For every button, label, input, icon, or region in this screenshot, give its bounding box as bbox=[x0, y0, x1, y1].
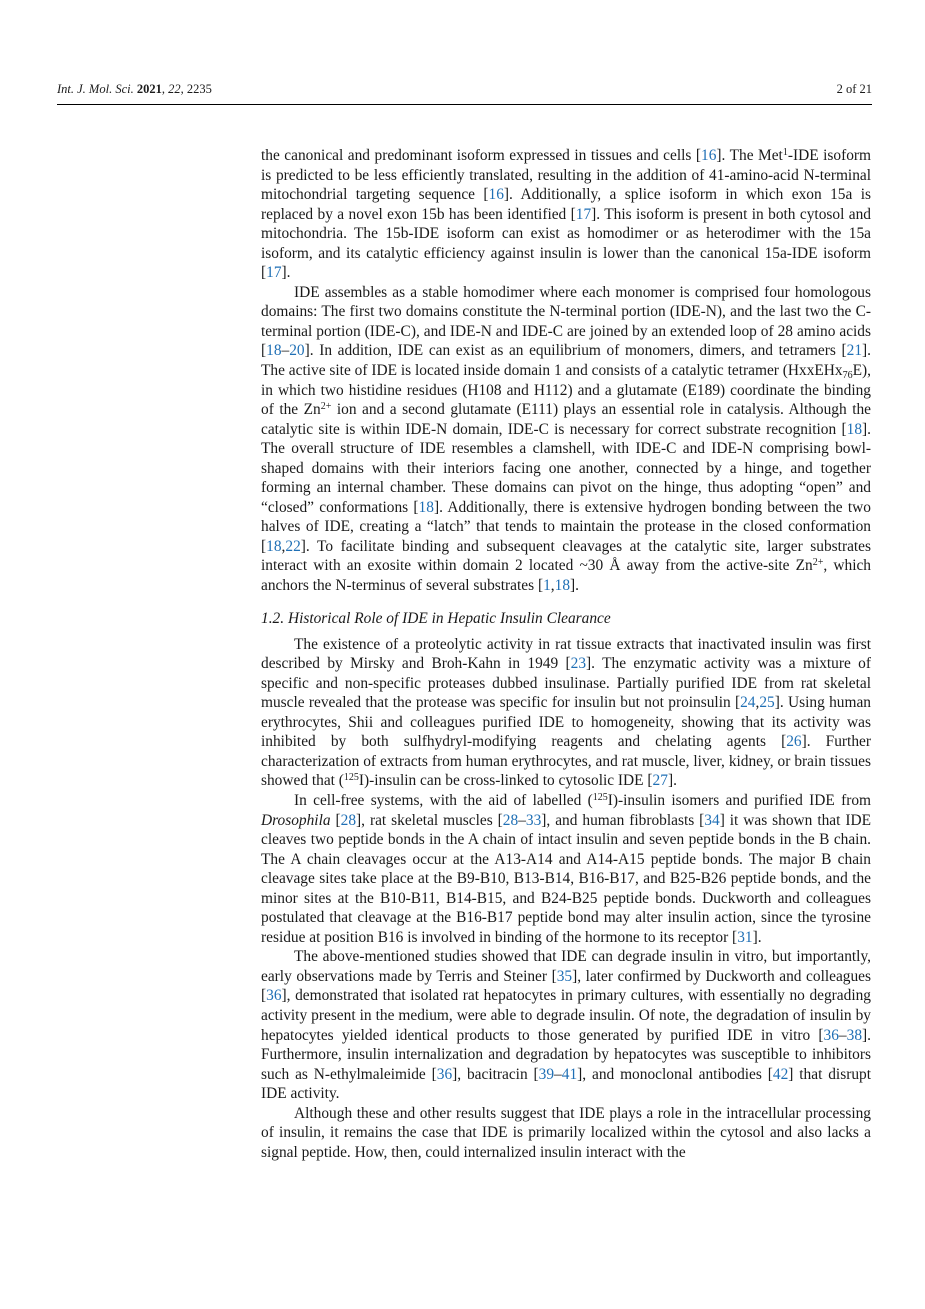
citation-link[interactable]: 39 bbox=[538, 1065, 555, 1083]
citation-link[interactable]: 41 bbox=[561, 1065, 578, 1083]
citation-link[interactable]: 34 bbox=[704, 811, 720, 829]
paragraph: the canonical and predominant isoform expressed in tissues and cells [16]. The Met$^1$-IDE isoform is predicted to be less efficiently translated, resulting in the addition of 41-amino-acid N-terminal mitochondrial targeting sequence [16]. Additionally, a splice isoform in which exon 15a is replaced by a novel exon 15b has been identified [17]. This isoform is present in both cytosol and mitochondria. The 15b-IDE isoform can exist as homodimer or as heterodimer with the 15a isoform, and its catalytic efficiency against insulin is lower than the canonical 15a-IDE isoform [17]. bbox=[261, 147, 871, 282]
section-heading: 1.2. Historical Role of IDE in Hepatic Insulin Clearance bbox=[261, 609, 611, 627]
citation-link[interactable]: 33 bbox=[525, 811, 542, 829]
citation-link[interactable]: 28 bbox=[502, 811, 519, 829]
citation-link[interactable]: 16 bbox=[701, 147, 717, 164]
paragraph: In cell-free systems, with the aid of labelled ($^{125}$I)-insulin isomers and purified IDE from Drosophila [28], rat skeletal muscles [28–33], and human fibroblasts [34] it was shown that IDE cleaves two peptide bonds in the A chain of intact insulin and seven peptide bonds in the B chain. The A chain cleavages occur at the A13-A14 and A14-A15 peptide bonds. The major B chain cleavage sites take place at the B9-B10, B13-B14, B16-B17, and B25-B26 peptide bonds, and the minor sites at the B10-B11, B14-B15, and B24-B25 peptide bonds. Duckworth and colleagues postulated that cleavage at the B16-B17 peptide bond may alter insulin action, since the tyrosine residue at position B16 is involved in binding of the hormone to its receptor [31]. bbox=[261, 791, 871, 946]
citation-link[interactable]: 26 bbox=[786, 733, 802, 751]
citation-link[interactable]: 21 bbox=[846, 342, 863, 360]
paragraph: The existence of a proteolytic activity in rat tissue extracts that inactivated insulin was first described by Mirsky and Broh-Kahn in 1949 [23]. The enzymatic activity was a mixture of specific and non-specific proteases dubbed insulinase. Partially purified IDE from rat skeletal muscle revealed that the protease was specific for insulin but not proinsulin [24,25]. Using human erythrocytes, Shii and colleagues purified IDE to homogeneity, showing that its activity was inhibited by both sulfhydryl-modifying reagents and chelating agents [26]. Further characterization of extracts from human erythrocytes, and rat muscle, liver, kidney, or brain tissues showed that ($^{125}$I)-insulin can be cross-linked to cytosolic IDE [27]. bbox=[261, 635, 872, 790]
citation-link[interactable]: 36 bbox=[436, 1065, 453, 1083]
running-header bbox=[57, 80, 872, 102]
paragraph: The above-mentioned studies showed that IDE can degrade insulin in vitro, but importantly, early observations made by Terris and Steiner [35], later confirmed by Duckworth and colleagues [36], demonstrated that isolated rat hepatocytes in primary cultures, with essentially no degrading activity present in the medium, were able to degrade insulin. Of note, the degradation of insulin by hepatocytes yielded identical products to those generated by purified IDE in vitro [36–38]. Furthermore, insulin internalization and degradation by hepatocytes was susceptible to inhibitors such as N-ethylmaleimide [36], bacitracin [39–41], and monoclonal antibodies [42] that disrupt IDE activity. bbox=[261, 948, 871, 1103]
citation-link[interactable]: 18 bbox=[846, 420, 863, 438]
header-divider bbox=[57, 104, 872, 105]
journal-citation: Int. J. Mol. Sci. 2021, 22, 2235 bbox=[57, 82, 212, 96]
citation-link[interactable]: 18 bbox=[266, 342, 282, 360]
citation-link[interactable]: 17 bbox=[266, 264, 282, 282]
paragraph: IDE assembles as a stable homodimer where each monomer is comprised four homologous domains: The first two domains constitute the N-terminal portion (IDE-N), and the last two the C-terminal portion (IDE-C), and IDE-N and IDE-C are joined by an extended loop of 28 amino acids [18–20]. In addition, IDE can exist as an equilibrium of monomers, dimers, and tetramers [21]. The active site of IDE is located inside domain 1 and consists of a catalytic tetramer (HxxEHx$_{76}$E), in which two histidine residues (H108 and H112) and a glutamate (E189) coordinate the binding of the $Zn^{2+}$ ion and a second glutamate (E111) plays an essential role in catalysis. Although the catalytic site is within IDE-N domain, IDE-C is necessary for correct substrate recognition [18]. The overall structure of IDE resembles a clamshell, with IDE-C and IDE-N comprising bowl-shaped domains with their interiors facing one another, connected by a hinge, and together forming an internal chamber. These domains can pivot on the hinge, thus adopting “open” and “closed” conformations [18]. Additionally, there is extensive hydrogen bonding between the two halves of IDE, creating a “latch” that tends to maintain the protease in the closed conformation [18,22]. To facilitate binding and subsequent cleavages at the catalytic site, larger substrates interact with an exosite within domain 2 located ~30 Å away from the active-site $Zn^{2+}$, which anchors the N-terminus of several substrates [1,18]. bbox=[261, 283, 872, 595]
citation-link[interactable]: 16 bbox=[488, 186, 504, 204]
citation-link[interactable]: 28 bbox=[340, 811, 357, 829]
citation-link[interactable]: 23 bbox=[570, 655, 587, 673]
citation-link[interactable]: 36 bbox=[823, 1026, 839, 1044]
citation-link[interactable]: 1 bbox=[543, 577, 551, 595]
citation-link[interactable]: 38 bbox=[846, 1026, 863, 1044]
citation-link[interactable]: 24 bbox=[740, 694, 756, 712]
citation-link[interactable]: 31 bbox=[737, 928, 753, 946]
page-number: 2 of 21 bbox=[836, 82, 872, 96]
citation-link[interactable]: 25 bbox=[759, 694, 775, 712]
citation-link[interactable]: 18 bbox=[418, 498, 434, 516]
citation-link[interactable]: 20 bbox=[289, 342, 305, 360]
citation-link[interactable]: 18 bbox=[554, 577, 571, 595]
article-body bbox=[261, 146, 871, 1162]
citation-link[interactable]: 36 bbox=[266, 987, 282, 1005]
citation-link[interactable]: 18 bbox=[266, 537, 282, 555]
citation-link[interactable]: 42 bbox=[772, 1065, 789, 1083]
citation-link[interactable]: 22 bbox=[285, 537, 301, 555]
citation-link[interactable]: 17 bbox=[575, 205, 592, 223]
citation-link[interactable]: 35 bbox=[556, 967, 573, 985]
citation-link[interactable]: 27 bbox=[652, 772, 668, 790]
paragraph: Although these and other results suggest that IDE plays a role in the intracellular processing of insulin, it remains the case that IDE is primarily localized within the cytosol and also lacks a signal peptide. How, then, could internalized insulin interact with the bbox=[261, 1104, 871, 1161]
